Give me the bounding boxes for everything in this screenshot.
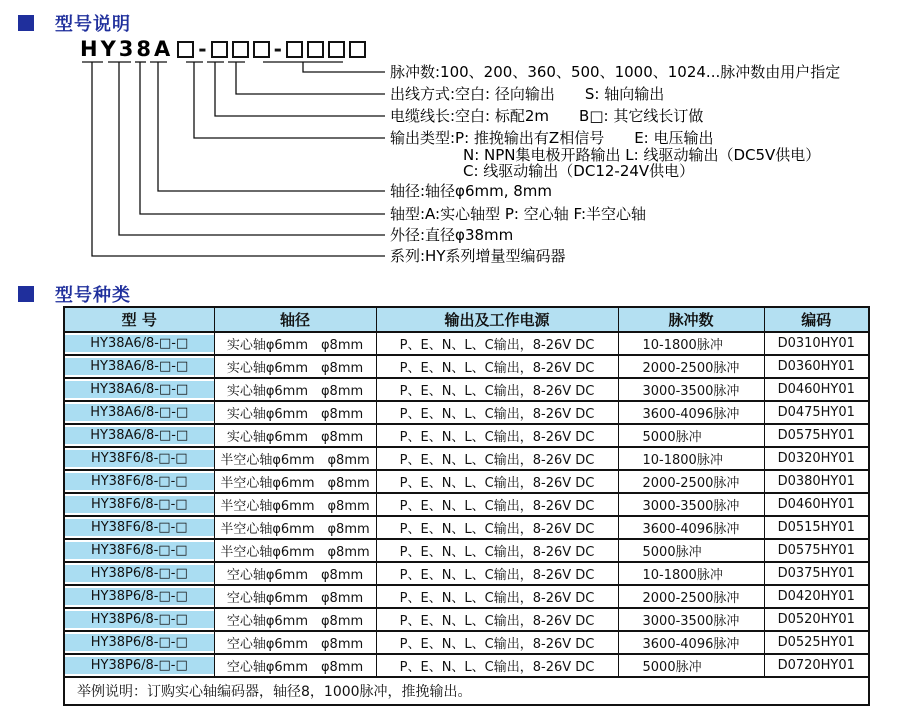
model-cell: HY38P6/8-□-□ xyxy=(64,608,214,631)
pulse-cell: 2000-2500脉冲 xyxy=(618,470,764,493)
table-row xyxy=(64,447,869,470)
legend-wire-exit: 出线方式:空白: 径向输出 S: 轴向输出 xyxy=(390,85,665,103)
output-cell: P、E、N、L、C输出，8-26V DC xyxy=(376,608,618,631)
code-cell: D0360HY01 xyxy=(764,355,869,378)
pulse-cell: 3000-3500脉冲 xyxy=(618,378,764,401)
table-row xyxy=(64,424,869,447)
table-row xyxy=(64,470,869,493)
legend-series: 系列:HY系列增量型编码器 xyxy=(390,247,566,265)
output-cell: P、E、N、L、C输出，8-26V DC xyxy=(376,378,618,401)
shaft-cell: 半空心轴φ6mm φ8mm xyxy=(214,539,376,562)
code-cell: D0320HY01 xyxy=(764,447,869,470)
legend-output-type: 输出类型:P: 推挽输出有Z相信号 E: 电压输出 xyxy=(390,129,714,147)
header-output: 输出及工作电源 xyxy=(376,307,618,332)
model-box-group xyxy=(211,41,270,58)
shaft-cell: 空心轴φ6mm φ8mm xyxy=(214,608,376,631)
header-code: 编码 xyxy=(764,307,869,332)
shaft-cell: 实心轴φ6mm φ8mm xyxy=(214,424,376,447)
table-row xyxy=(64,539,869,562)
table-row xyxy=(64,401,869,424)
code-cell: D0575HY01 xyxy=(764,539,869,562)
code-cell: D0380HY01 xyxy=(764,470,869,493)
pulse-cell: 10-1800脉冲 xyxy=(618,562,764,585)
blue-square-bullet-icon xyxy=(18,286,34,302)
code-cell: D0460HY01 xyxy=(764,493,869,516)
table-row xyxy=(64,378,869,401)
section-title: 型号说明 xyxy=(55,14,131,35)
output-cell: P、E、N、L、C输出，8-26V DC xyxy=(376,562,618,585)
shaft-cell: 实心轴φ6mm φ8mm xyxy=(214,332,376,355)
shaft-cell: 半空心轴φ6mm φ8mm xyxy=(214,447,376,470)
model-cell: HY38F6/8-□-□ xyxy=(64,493,214,516)
model-cell: HY38A6/8-□-□ xyxy=(64,401,214,424)
table-row xyxy=(64,631,869,654)
output-cell: P、E、N、L、C输出，8-26V DC xyxy=(376,539,618,562)
table-row xyxy=(64,562,869,585)
model-dash: - xyxy=(198,37,207,61)
output-cell: P、E、N、L、C输出，8-26V DC xyxy=(376,355,618,378)
legend-cable-length: 电缆线长:空白: 标配2m B□: 其它线长订做 xyxy=(390,107,704,125)
model-digit-box xyxy=(253,41,270,58)
shaft-cell: 空心轴φ6mm φ8mm xyxy=(214,562,376,585)
table-note-row xyxy=(64,677,869,705)
output-cell: P、E、N、L、C输出，8-26V DC xyxy=(376,516,618,539)
model-box-group xyxy=(286,41,366,58)
pulse-cell: 3600-4096脉冲 xyxy=(618,401,764,424)
model-digit-box xyxy=(349,41,366,58)
model-cell: HY38F6/8-□-□ xyxy=(64,539,214,562)
pulse-cell: 2000-2500脉冲 xyxy=(618,355,764,378)
section-header-model-types xyxy=(18,281,131,307)
header-pulses: 脉冲数 xyxy=(618,307,764,332)
table-row xyxy=(64,608,869,631)
model-cell: HY38F6/8-□-□ xyxy=(64,516,214,539)
pulse-cell: 2000-2500脉冲 xyxy=(618,585,764,608)
output-cell: P、E、N、L、C输出，8-26V DC xyxy=(376,332,618,355)
output-cell: P、E、N、L、C输出，8-26V DC xyxy=(376,585,618,608)
output-cell: P、E、N、L、C输出，8-26V DC xyxy=(376,493,618,516)
shaft-cell: 实心轴φ6mm φ8mm xyxy=(214,401,376,424)
pulse-cell: 3000-3500脉冲 xyxy=(618,493,764,516)
shaft-cell: 空心轴φ6mm φ8mm xyxy=(214,631,376,654)
shaft-cell: 半空心轴φ6mm φ8mm xyxy=(214,470,376,493)
code-cell: D0375HY01 xyxy=(764,562,869,585)
model-cell: HY38P6/8-□-□ xyxy=(64,631,214,654)
code-cell: D0475HY01 xyxy=(764,401,869,424)
shaft-cell: 实心轴φ6mm φ8mm xyxy=(214,378,376,401)
model-cell: HY38A6/8-□-□ xyxy=(64,355,214,378)
model-types-table xyxy=(63,306,870,706)
shaft-cell: 空心轴φ6mm φ8mm xyxy=(214,585,376,608)
code-cell: D0460HY01 xyxy=(764,378,869,401)
pulse-cell: 5000脉冲 xyxy=(618,654,764,677)
code-cell: D0515HY01 xyxy=(764,516,869,539)
shaft-cell: 半空心轴φ6mm φ8mm xyxy=(214,493,376,516)
table-row xyxy=(64,516,869,539)
model-cell: HY38P6/8-□-□ xyxy=(64,585,214,608)
output-cell: P、E、N、L、C输出，8-26V DC xyxy=(376,447,618,470)
table-row xyxy=(64,585,869,608)
model-cell: HY38A6/8-□-□ xyxy=(64,424,214,447)
model-prefix: HY38A xyxy=(80,37,174,61)
table-row xyxy=(64,355,869,378)
model-digit-box xyxy=(328,41,345,58)
table-row xyxy=(64,654,869,677)
legend-outer-diameter: 外径:直径φ38mm xyxy=(390,226,514,244)
code-cell: D0575HY01 xyxy=(764,424,869,447)
code-cell: D0720HY01 xyxy=(764,654,869,677)
pulse-cell: 3600-4096脉冲 xyxy=(618,631,764,654)
legend-output-type-c: C: 线驱动输出（DC12-24V供电） xyxy=(463,162,695,180)
shaft-cell: 实心轴φ6mm φ8mm xyxy=(214,355,376,378)
model-cell: HY38A6/8-□-□ xyxy=(64,378,214,401)
model-code xyxy=(80,39,366,59)
pulse-cell: 10-1800脉冲 xyxy=(618,332,764,355)
shaft-cell: 半空心轴φ6mm φ8mm xyxy=(214,516,376,539)
pulse-cell: 10-1800脉冲 xyxy=(618,447,764,470)
shaft-cell: 空心轴φ6mm φ8mm xyxy=(214,654,376,677)
code-cell: D0520HY01 xyxy=(764,608,869,631)
table-row xyxy=(64,332,869,355)
model-digit-box xyxy=(211,41,228,58)
section-title: 型号种类 xyxy=(55,285,131,306)
pulse-cell: 3600-4096脉冲 xyxy=(618,516,764,539)
legend-shaft-diameter: 轴径:轴径φ6mm, 8mm xyxy=(390,182,553,200)
output-cell: P、E、N、L、C输出，8-26V DC xyxy=(376,654,618,677)
model-cell: HY38A6/8-□-□ xyxy=(64,332,214,355)
output-cell: P、E、N、L、C输出，8-26V DC xyxy=(376,631,618,654)
table-header-row xyxy=(64,307,869,332)
legend-output-type-n: N: NPN集电极开路输出 L: 线驱动输出（DC5V供电） xyxy=(463,146,821,164)
pulse-cell: 3000-3500脉冲 xyxy=(618,608,764,631)
output-cell: P、E、N、L、C输出，8-26V DC xyxy=(376,470,618,493)
model-digit-box xyxy=(232,41,249,58)
legend-pulse-count: 脉冲数:100、200、360、500、1000、1024...脉冲数由用户指定 xyxy=(390,63,841,81)
header-model: 型 号 xyxy=(64,307,214,332)
code-cell: D0525HY01 xyxy=(764,631,869,654)
table-row xyxy=(64,493,869,516)
model-cell: HY38F6/8-□-□ xyxy=(64,447,214,470)
output-cell: P、E、N、L、C输出，8-26V DC xyxy=(376,401,618,424)
legend-shaft-type: 轴型:A:实心轴型 P: 空心轴 F:半空心轴 xyxy=(390,205,647,223)
model-dash: - xyxy=(273,37,282,61)
model-digit-box xyxy=(307,41,324,58)
example-note: 举例说明：订购实心轴编码器，轴径8，1000脉冲，推挽输出。 xyxy=(64,677,869,705)
model-cell: HY38P6/8-□-□ xyxy=(64,654,214,677)
model-cell: HY38P6/8-□-□ xyxy=(64,562,214,585)
pulse-cell: 5000脉冲 xyxy=(618,539,764,562)
model-digit-box xyxy=(286,41,303,58)
output-cell: P、E、N、L、C输出，8-26V DC xyxy=(376,424,618,447)
code-cell: D0420HY01 xyxy=(764,585,869,608)
code-cell: D0310HY01 xyxy=(764,332,869,355)
header-shaft: 轴径 xyxy=(214,307,376,332)
model-cell: HY38F6/8-□-□ xyxy=(64,470,214,493)
model-digit-box xyxy=(177,41,194,58)
pulse-cell: 5000脉冲 xyxy=(618,424,764,447)
